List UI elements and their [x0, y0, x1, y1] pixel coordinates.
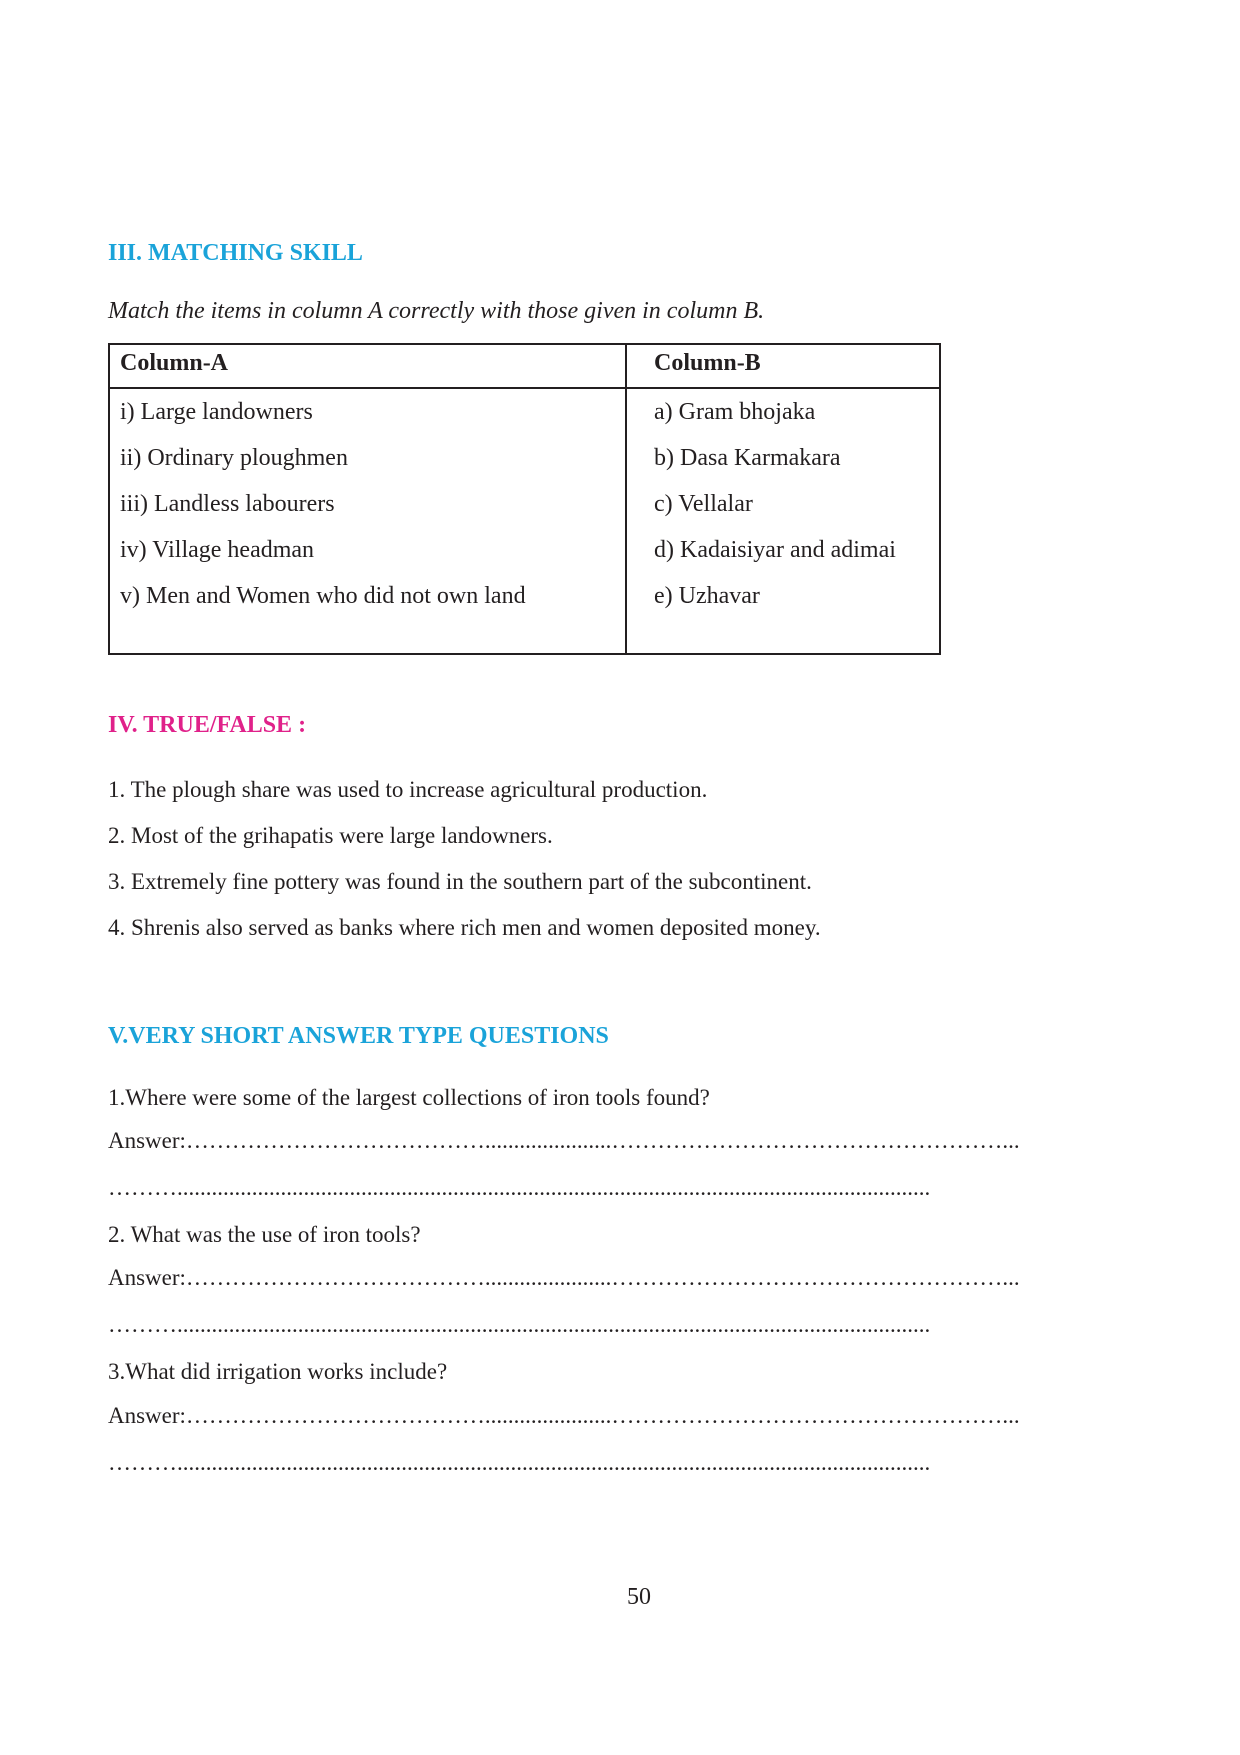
question: 2. What was the use of iron tools?	[108, 1222, 421, 1247]
column-b-header: Column-B	[626, 344, 940, 388]
true-false-item: 3. Extremely fine pottery was found in the southern part of the subcontinent.	[108, 869, 812, 894]
column-a-item: iv) Village headman	[120, 537, 315, 563]
matching-table-header	[109, 344, 940, 388]
column-a-item: i) Large landowners	[120, 399, 313, 425]
matching-table-body	[109, 388, 940, 654]
question: 3.What did irrigation works include?	[108, 1359, 448, 1384]
matching-table	[108, 343, 941, 655]
true-false-heading: IV. TRUE/FALSE :	[108, 712, 307, 738]
column-a-header: Column-A	[109, 344, 626, 388]
column-a-item: v) Men and Women who did not own land	[120, 583, 526, 609]
column-a-item: iii) Landless labourers	[120, 491, 335, 517]
true-false-item: 1. The plough share was used to increase agricultural production.	[108, 777, 708, 802]
matching-instruction: Match the items in column A correctly with those given in column B.	[108, 298, 765, 324]
column-b-item: a) Gram bhojaka	[654, 399, 816, 425]
short-answer-heading: V.VERY SHORT ANSWER TYPE QUESTIONS	[108, 1023, 609, 1049]
answer-dots-line: ………...................................................................................................................................	[108, 1312, 931, 1337]
answer-dots-line: ………...................................................................................................................................	[108, 1450, 931, 1475]
true-false-item: 2. Most of the grihapatis were large landowners.	[108, 823, 553, 848]
column-a-item: ii) Ordinary ploughmen	[120, 445, 348, 471]
page-number: 50	[627, 1584, 651, 1610]
answer-line: Answer:…………………………………......................……………………………………………...	[108, 1128, 1020, 1153]
true-false-item: 4. Shrenis also served as banks where rich men and women deposited money.	[108, 915, 821, 940]
column-b-item: e) Uzhavar	[654, 583, 760, 609]
column-b-item: c) Vellalar	[654, 491, 753, 517]
answer-line: Answer:…………………………………......................……………………………………………...	[108, 1265, 1020, 1290]
column-a-cell	[109, 388, 626, 654]
column-b-cell	[626, 388, 940, 654]
matching-heading: III. MATCHING SKILL	[108, 240, 363, 266]
question: 1.Where were some of the largest collections of iron tools found?	[108, 1085, 710, 1110]
column-b-item: d) Kadaisiyar and adimai	[654, 537, 896, 563]
column-b-item: b) Dasa Karmakara	[654, 445, 841, 471]
answer-line: Answer:…………………………………......................……………………………………………...	[108, 1403, 1020, 1428]
answer-dots-line: ………...................................................................................................................................	[108, 1175, 931, 1200]
